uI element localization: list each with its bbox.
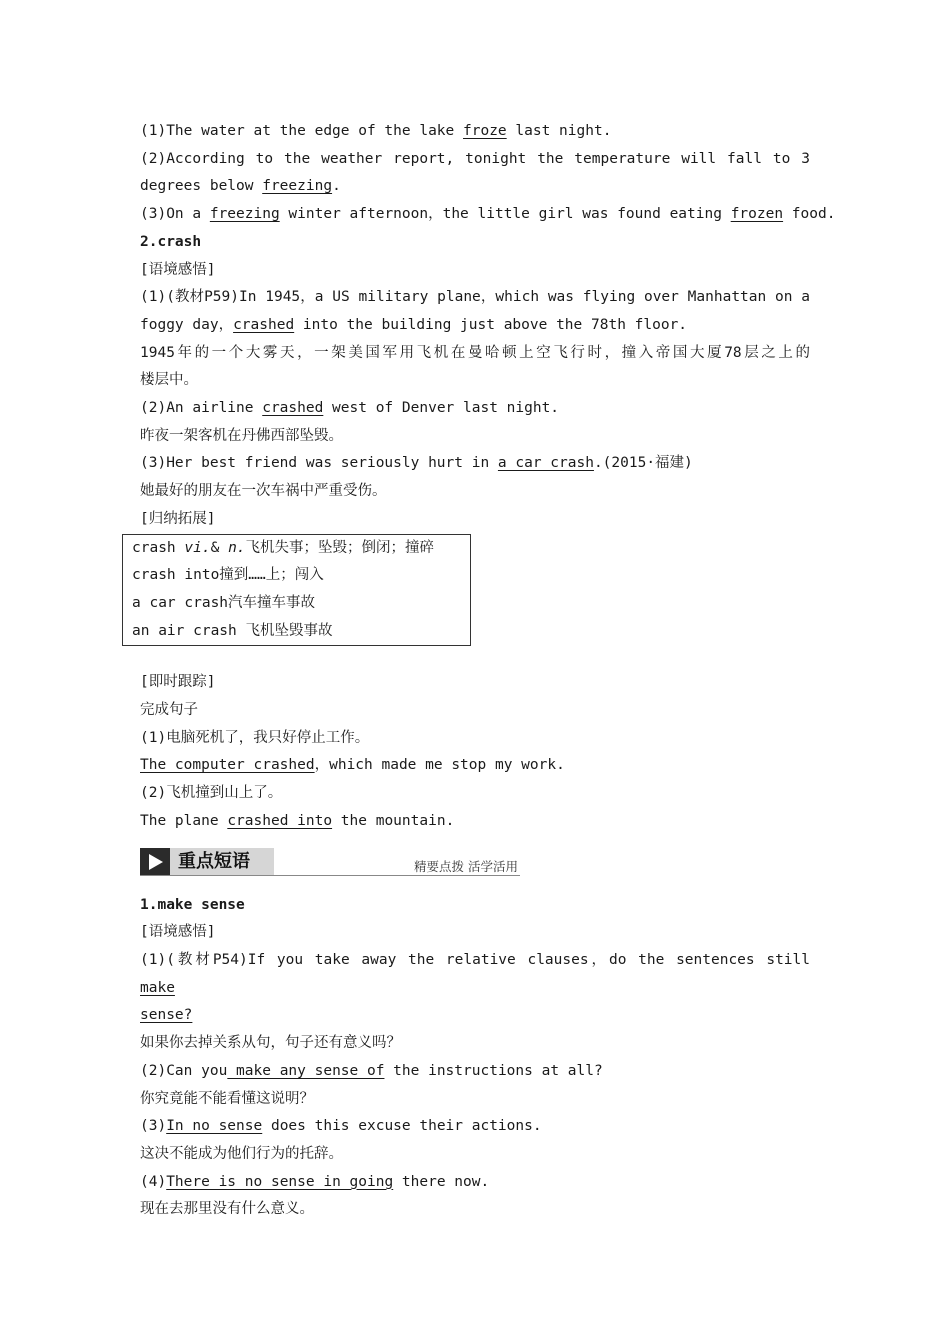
text: does this excuse their actions. [262,1118,542,1135]
task-title: 完成句子 [140,702,198,719]
text: degrees below [140,178,263,195]
answer-blank: There is no sense in going [166,1173,394,1190]
text: (1)The water at the edge of the lake [140,123,464,139]
text: 飞机失事；坠毁；倒闭；撞碎 [245,539,435,556]
freeze-answer-2-cont [140,173,810,201]
pos-label: vi. [184,539,211,556]
make-sense-example-3 [140,1113,810,1141]
text: (2)Can you [140,1062,228,1079]
answer-blank: make [140,979,175,996]
text: (2)An airline [140,400,263,417]
question-1: (1)电脑死机了，我只好停止工作。 [140,729,370,746]
summary-row-3: a car crash汽车撞车事故 [132,594,316,611]
answer-blank: freezing [209,206,280,223]
summary-row-2: crash into撞到……上；闯入 [132,567,324,584]
answer-blank: crashed [233,316,295,333]
answer-blank: The computer crashed [140,757,315,774]
text: the instructions at all? [384,1062,603,1079]
text: . [332,178,341,195]
make-sense-example-2-translation: 你究竟能不能看懂这说明？ [140,1090,314,1107]
text: food. [783,206,836,223]
text: there now. [393,1173,490,1190]
crash-example-2-translation: 昨夜一架客机在丹佛西部坠毁。 [140,427,343,444]
answer-blank: sense? [140,1007,193,1024]
crash-example-2 [140,395,810,423]
banner-underline [140,875,520,876]
answer-blank: froze [463,123,507,139]
answer-2 [140,808,810,836]
text: (3) [140,1118,167,1135]
summary-box [122,534,471,647]
play-triangle-icon [140,848,170,876]
freeze-answer-2: (2)According to the weather report, tonight the temperature will fall to 3 [140,150,810,167]
section-banner [140,848,520,878]
text: the mountain. [332,812,455,829]
make-sense-example-2 [140,1058,810,1086]
pos-label: n. [228,539,246,556]
text: last night. [506,123,612,139]
text: (3)Her best friend was seriously hurt in [140,455,498,472]
crash-example-1-cont [140,312,810,340]
text: The plane [140,812,228,829]
answer-blank: make any sense of [227,1062,385,1079]
text: (1)(教材P54)If you take away the relative clauses，do the sentences still [140,951,810,968]
answer-blank: freezing [262,178,333,195]
make-sense-example-4 [140,1169,810,1197]
text: .(2015·福建) [593,455,693,472]
answer-blank: crashed into [227,812,333,829]
make-sense-heading: 1.make sense [140,896,245,913]
track-tag: [即时跟踪] [140,674,216,691]
context-tag: [语境感悟] [140,924,216,941]
answer-blank: crashed [262,400,324,417]
banner-subtitle: 精要点拨 活学活用 [414,858,518,874]
text: foggy day， [140,316,234,333]
freeze-answer-3 [140,201,836,229]
answer-blank: a car crash [497,455,594,472]
banner-title: 重点短语 [170,848,274,876]
crash-example-3 [140,450,810,478]
text: crash [132,539,185,556]
freeze-answer-1 [140,118,810,146]
make-sense-example-3-translation: 这决不能成为他们行为的托辞。 [140,1145,343,1162]
text: (4) [140,1173,167,1190]
text: west of Denver last night. [323,400,560,417]
answer-blank: frozen [730,206,784,223]
context-tag: [语境感悟] [140,261,216,278]
make-sense-example-4-translation: 现在去那里没有什么意义。 [140,1201,314,1218]
crash-example-1-translation: 1945年的一个大雾天，一架美国军用飞机在曼哈顿上空飞行时，撞入帝国大厦78层之上的 [140,344,810,361]
make-sense-example-1 [140,947,810,1002]
crash-heading: 2.crash [140,233,202,250]
text: into the building just above the 78th floor. [294,316,688,333]
crash-example-3-translation: 她最好的朋友在一次车祸中严重受伤。 [140,483,387,500]
crash-example-1-translation-cont: 楼层中。 [140,372,198,389]
answer-blank: In no sense [166,1118,263,1135]
text: & [210,539,229,556]
content-column [132,118,836,1224]
question-2: (2)飞机撞到山上了。 [140,785,283,802]
summary-tag: [归纳拓展] [140,510,216,527]
text: ，which made me stop my work. [314,757,565,774]
summary-row-1 [132,535,470,563]
answer-1 [140,752,810,780]
text: winter afternoon，the little girl was found eating [279,206,731,223]
make-sense-example-1-translation: 如果你去掉关系从句，句子还有意义吗？ [140,1035,401,1052]
summary-row-4: an air crash 飞机坠毁事故 [132,622,333,639]
crash-example-1: (1)(教材P59)In 1945，a US military plane，which was flying over Manhattan on a [140,289,810,306]
text: (3)On a [140,206,210,223]
make-sense-example-1-cont [140,1002,810,1030]
